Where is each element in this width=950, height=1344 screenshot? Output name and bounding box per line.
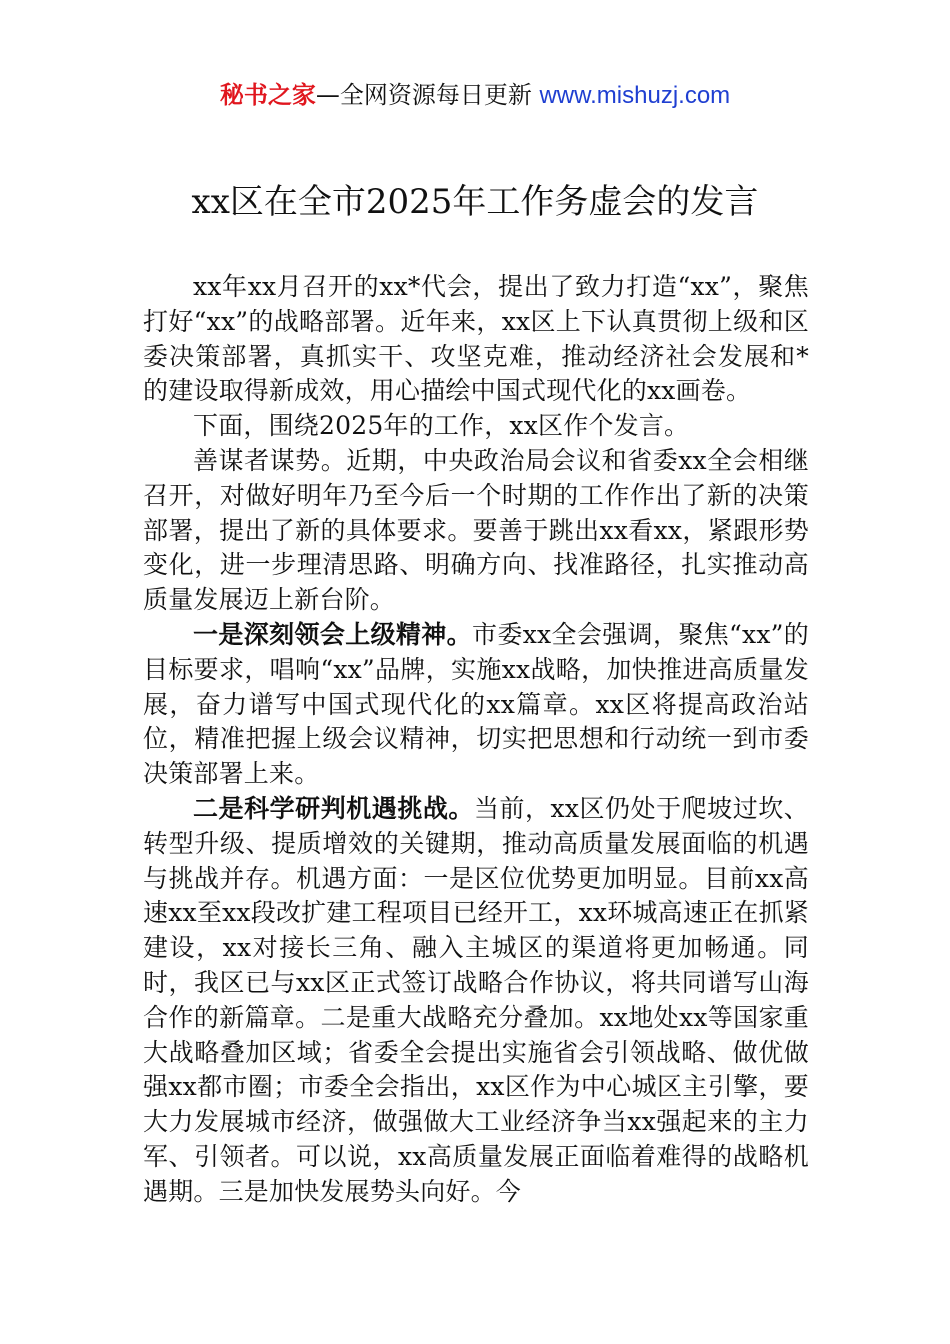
header-tagline: —全网资源每日更新 xyxy=(315,81,540,109)
paragraph-text: 下面，围绕2025年的工作，xx区作个发言。 xyxy=(193,411,690,441)
paragraph-lead: 二是科学研判机遇挑战。 xyxy=(193,793,474,823)
site-url-link[interactable]: www.mishuzj.com xyxy=(539,82,731,109)
paragraph-intro xyxy=(143,270,809,409)
paragraph-text: 善谋者谋势。近期，中央政治局会议和省委xx全会相继召开，对做好明年乃至今后一个时期的工作作出了新的决策部署，提出了新的具体要求。要善于跳出xx看xx，紧跟形势变化，进一步理清思路、明确方向、找准路径，扎实推动高质量发展迈上新台阶。 xyxy=(143,445,809,615)
paragraph-point-two xyxy=(143,792,809,1210)
document-body xyxy=(143,270,809,1210)
paragraph-transition xyxy=(143,409,809,444)
paragraph-situation xyxy=(143,444,809,618)
paragraph-text: 市委xx全会强调，聚焦“xx”的目标要求，唱响“xx”品牌，实施xx战略，加快推进高质量发展，奋力谱写中国式现代化的xx篇章。xx区将提高政治站位，精准把握上级会议精神，切实把思想和行动统一到市委决策部署上来。 xyxy=(143,619,809,789)
paragraph-lead: 一是深刻领会上级精神。 xyxy=(193,619,473,649)
paragraph-point-one xyxy=(143,618,809,792)
paragraph-text: xx年xx月召开的xx*代会，提出了致力打造“xx”，聚焦打好“xx”的战略部署。近年来，xx区上下认真贯彻上级和区委决策部署，真抓实干、攻坚克难，推动经济社会发展和*的建设取得新成效，用心描绘中国式现代化的xx画卷。 xyxy=(143,272,809,406)
brand-name: 秘书之家 xyxy=(219,81,316,109)
paragraph-text: 当前，xx区仍处于爬坡过坎、转型升级、提质增效的关键期，推动高质量发展面临的机遇与挑战并存。机遇方面：一是区位优势更加明显。目前xx高速xx至xx段改扩建工程项目已经开工，xx环城高速正在抓紧建设，xx对接长三角、融入主城区的渠道将更加畅通。同时，我区已与xx区正式签订战略合作协议，将共同谱写山海合作的新篇章。二是重大战略充分叠加。xx地处xx等国家重大战略叠加区域；省委全会提出实施省会引领战略、做优做强xx都市圈；市委全会指出，xx区作为中心城区主引擎，要大力发展城市经济，做强做大工业经济争当xx强起来的主力军、引领者。可以说，xx高质量发展正面临着难得的战略机遇期。三是加快发展势头向好。今 xyxy=(143,793,810,1206)
site-header xyxy=(0,78,950,113)
document-title: xx区在全市2025年工作务虚会的发言 xyxy=(191,182,759,222)
